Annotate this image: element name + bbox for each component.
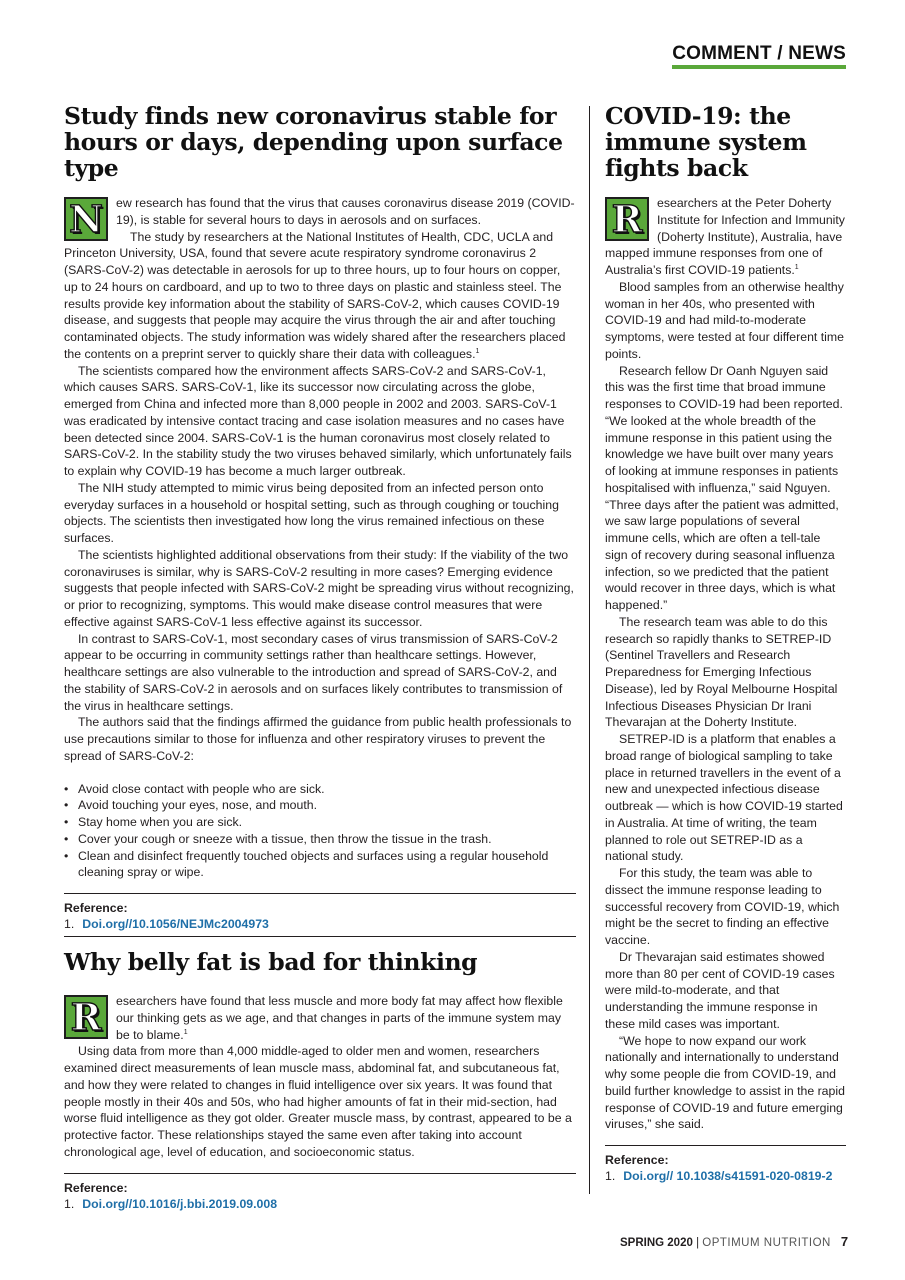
paragraph: The authors said that the findings affirmed the guidance from public health professionals to use precautions similar to those for influenza and other respiratory viruses to prevent the spread of SARS-CoV-2: <box>64 715 572 763</box>
list-item: • Clean and disinfect frequently touched objects and surfaces using a regular household cleaning spray or wipe. <box>64 848 549 880</box>
lead-paragraph: esearchers at the Peter Doherty Institute for Infection and Immunity (Doherty Institute), Australia, have mapped immune responses from one of Australia’s first COVID-19 patients.$^1$ <box>605 196 845 277</box>
reference-number: 1. <box>64 1196 75 1211</box>
paragraph: Blood samples from an otherwise healthy woman in her 40s, who presented with COVID-19 and had mild-to-moderate symptoms, were tested at four different time points. <box>605 279 844 361</box>
article-headline: Why belly fat is bad for thinking <box>64 948 478 976</box>
reference-link[interactable]: Doi.org//10.1056/NEJMc2004973 <box>82 917 269 931</box>
paragraph: The NIH study attempted to mimic virus being deposited from an infected person onto everyday surfaces in a household or hospital setting, such as through coughing or touching objects. The scientists then investigated how long the virus remained infectious on these surfaces. <box>64 480 559 545</box>
reference-block <box>64 893 576 937</box>
paragraph: The research team was able to do this research so rapidly thanks to SETREP-ID (Sentinel Travellers and Research Preparedness for Emerging Infectious Disease), led by Royal Melbourne Hospital Infectious Diseases Physician Dr Irani Thevarajan at the Doherty Institute. <box>605 614 838 730</box>
list-item: • Cover your cough or sneeze with a tissue, then throw the tissue in the trash. <box>64 831 492 846</box>
list-item: • Avoid touching your eyes, nose, and mouth. <box>64 798 318 813</box>
reference-link[interactable]: Doi.org//10.1016/j.bbi.2019.09.008 <box>82 1196 278 1211</box>
drop-cap: R <box>605 197 649 241</box>
reference-item <box>64 1196 576 1213</box>
section-label: COMMENT / NEWS <box>672 44 846 69</box>
paragraph: For this study, the team was able to dissect the immune response leading to successful recovery from COVID-19, which might be the secret to finding an effective vaccine. <box>605 866 840 947</box>
lead-paragraph: ew research has found that the virus that causes coronavirus disease 2019 (COVID-19), is stable for several hours to days in aerosols and on surfaces. <box>116 196 575 227</box>
article-belly-fat <box>64 949 576 1213</box>
page-footer <box>620 1234 849 1249</box>
left-column <box>64 103 576 1213</box>
footnote-marker: 1 <box>794 264 799 271</box>
reference-link[interactable]: Doi.org// 10.1038/s41591-020-0819-2 <box>623 1169 833 1183</box>
paragraph: “We hope to now expand our work nationally and internationally to understand why some people die from COVID-19, and build further knowledge to assist in the rapid response of COVID-19 and future emerging viruses,” she said. <box>605 1033 845 1132</box>
article-body <box>605 195 846 1133</box>
reference-item <box>64 916 576 933</box>
paragraph: In contrast to SARS-CoV-1, most secondary cases of virus transmission of SARS-CoV-2 appear to be occurring in community settings rather than healthcare settings. However, healthcare settings are also vulnerable to the introduction and spread of SARS-CoV-2, and the stability of SARS-CoV-2 in aerosols and on surfaces likely contributes to transmission of the virus in healthcare settings. <box>64 631 563 713</box>
article-headline: COVID-19: the immune system fights back <box>605 102 807 182</box>
article-headline: Study finds new coronavirus stable for hours or days, depending upon surface type <box>64 102 563 182</box>
column-divider <box>589 106 590 1194</box>
article-body <box>64 195 576 881</box>
reference-block <box>605 1145 846 1185</box>
article-surface-stability <box>64 103 576 937</box>
footnote-marker: 1 <box>183 1028 188 1036</box>
reference-number: 1. <box>64 917 75 931</box>
reference-title: Reference: <box>605 1153 669 1167</box>
drop-cap: R <box>64 995 108 1039</box>
article-body <box>64 993 576 1161</box>
article-immune-system <box>605 103 846 1185</box>
page-number: 7 <box>840 1234 849 1249</box>
paragraph: Using data from more than 4,000 middle-aged to older men and women, researchers examined direct measurements of lean muscle mass, abdominal fat, and subcutaneous fat, and how they were related to changes in fluid intelligence over six years. It was found that people mostly in their 40s and 50s, who had higher amounts of fat in their mid-section, had worse fluid intelligence as they got older. Greater muscle mass, by contrast, appeared to be a protective factor. These relationships stayed the same even after taking into account chronological age, level of education, and socioeconomic status. <box>64 1044 572 1159</box>
paragraph: The scientists compared how the environment affects SARS-CoV-2 and SARS-CoV-1, which causes SARS. SARS-CoV-1, like its successor now circulating across the globe, emerged from China and infected more than 8,000 people in 2002 and 2003. SARS-CoV-1 was eradicated by intensive contact tracing and case isolation measures and no cases have been detected since 2004. SARS-CoV-1 is the human coronavirus most closely related to SARS-CoV-2. In the stability study the two viruses behaved similarly, which unfortunately fails to explain why COVID-19 has become a much larger outbreak. <box>64 363 572 478</box>
right-column <box>605 103 846 1185</box>
precautions-list <box>64 781 576 882</box>
footer-issue: SPRING 2020 <box>620 1237 693 1249</box>
reference-item <box>605 1168 846 1185</box>
reference-title: Reference: <box>64 901 128 915</box>
footnote-marker: 1 <box>475 347 480 355</box>
paragraph: SETREP-ID is a platform that enables a broad range of biological sampling to take place in returned travellers in the event of a new and unexpected infectious disease outbreak — which is how COVID-19 started in Australia. At time of writing, the team planned to role out SETREP-ID as a national study. <box>605 732 843 864</box>
lead-paragraph: esearchers have found that less muscle and more body fat may affect how flexible our thinking gets as we age, and that changes in parts of the immune system may be to blame.$^1$ <box>116 994 563 1042</box>
drop-cap: N <box>64 197 108 241</box>
footer-magazine: OPTIMUM NUTRITION <box>702 1237 831 1249</box>
paragraph: The scientists highlighted additional observations from their study: If the viability of the two coronaviruses is similar, why is SARS-CoV-2 resulting in more cases? Emerging evidence suggests that people infected with SARS-CoV-2 might be spreading virus without recognizing, or prior to recognizing, symptoms. This would make disease control measures that were effective against SARS-CoV-1 less effective against its successor. <box>64 547 574 629</box>
paragraph: Dr Thevarajan said estimates showed more than 80 per cent of COVID-19 cases were mild-to-moderate, and that understanding the immune response in these mild cases was important. <box>605 949 835 1031</box>
reference-block <box>64 1173 576 1213</box>
paragraph: Research fellow Dr Oanh Nguyen said this was the first time that broad immune responses to COVID-19 had been reported. “We looked at the whole breadth of the immune response in this patient using the knowledge we have built over many years of looking at immune responses in patients hospitalised with influenza,” said Nguyen. “Three days after the patient was admitted, we saw large populations of several immune cells, which are often a tell-tale sign of recovery during seasonal influenza infection, so we predicted that the patient would recover in three days, which is what happened.” <box>605 363 843 612</box>
reference-title: Reference: <box>64 1180 128 1195</box>
list-item: • Avoid close contact with people who are sick. <box>64 781 325 796</box>
paragraph: The study by researchers at the National Institutes of Health, CDC, UCLA and Princeton University, USA, found that severe acute respiratory syndrome coronavirus 2 (SARS-CoV-2) was detectable in aerosols for up to three hours, up to four hours on copper, up to 24 hours on cardboard, and up to two to three days on plastic and stainless steel. The results provide key information about the stability of SARS-CoV-2, which causes COVID-19 disease, and suggests that people may acquire the virus through the air and after touching contaminated objects. The study information was widely shared after the researchers placed the contents on a preprint server to quickly share their data with colleagues.$^1$ <box>64 229 566 361</box>
list-item: • Stay home when you are sick. <box>64 815 243 829</box>
reference-number: 1. <box>605 1169 616 1183</box>
footer-separator: | <box>692 1237 703 1249</box>
